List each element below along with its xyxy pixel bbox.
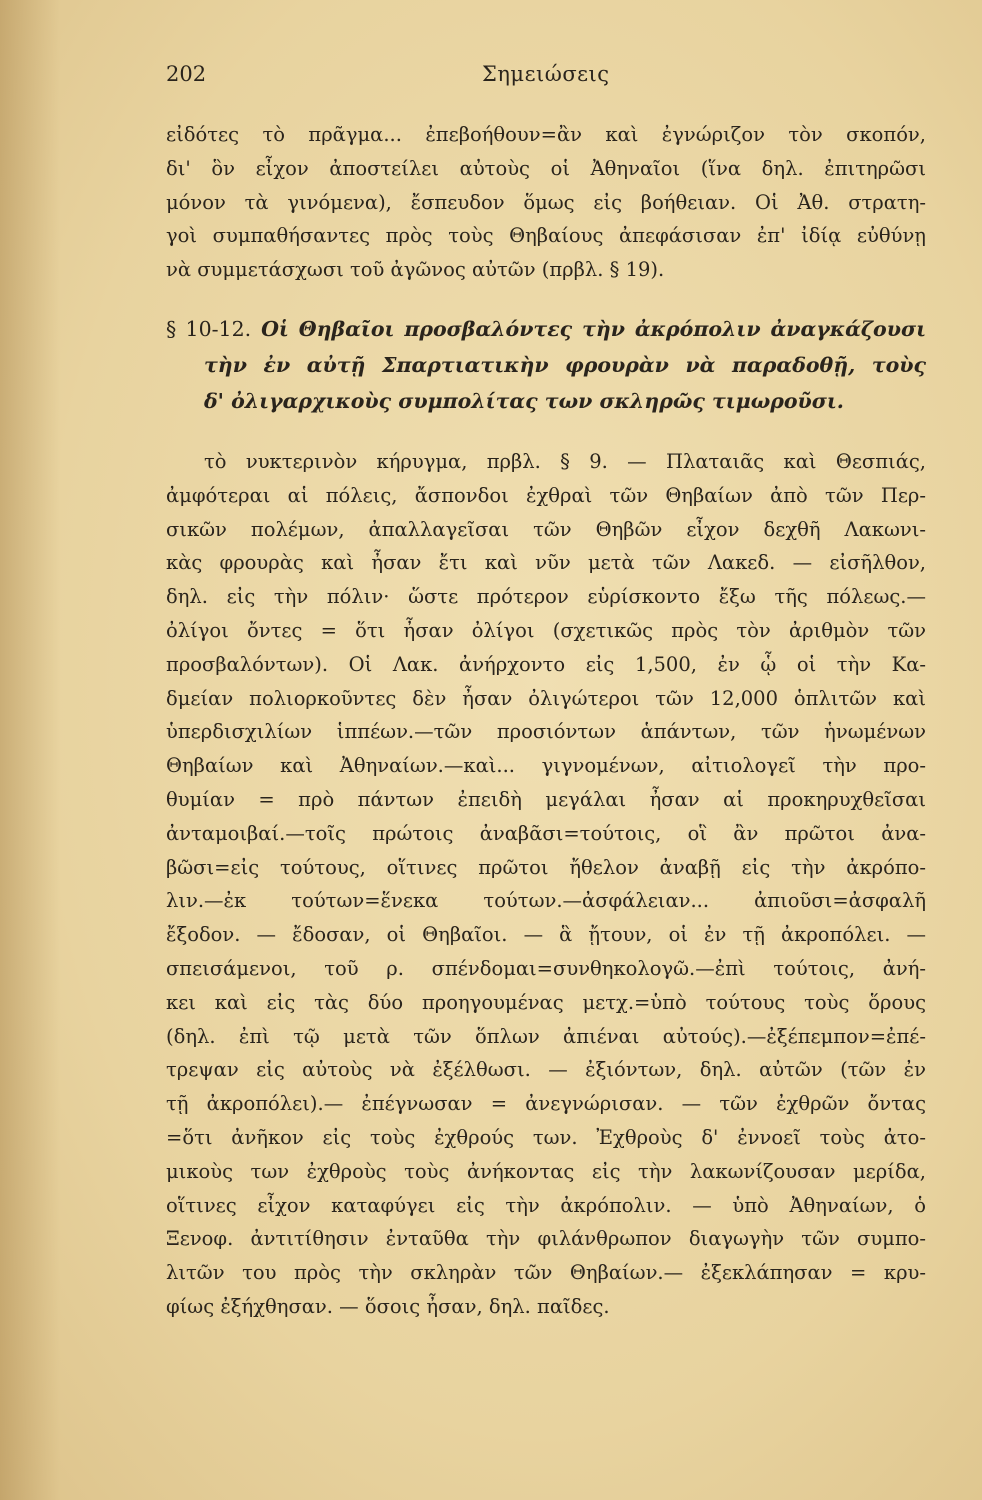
text-line: δι' ὃν εἶχον ἀποστείλει αὐτοὺς οἱ Ἀθηναῖοι (ἵνα δηλ. ἐπιτηρῶσι xyxy=(166,156,926,180)
text-line: μόνον τὰ γινόμενα), ἔσπευδον ὅμως εἰς βοήθειαν. Οἱ Ἀθ. στρατη- xyxy=(166,190,926,214)
page-header xyxy=(166,62,926,92)
text-line: ἀνταμοιβαί.—τοῖς πρώτοις ἀναβᾶσι=τούτοις, οἳ ἂν πρῶτοι ἀνα- xyxy=(166,821,926,845)
text-line: ὀλίγοι ὄντες = ὅτι ἦσαν ὀλίγοι (σχετικῶς πρὸς τὸν ἀριθμὸν τῶν xyxy=(166,618,926,642)
running-title: Σημειώσεις xyxy=(482,62,610,86)
section-mark: § 10-12. xyxy=(166,316,252,341)
page-edge-shadow xyxy=(0,0,60,1500)
text-line: προσβαλόντων). Οἱ Λακ. ἀνήρχοντο εἰς 1,500, ἐν ᾧ οἱ τὴν Κα- xyxy=(166,652,926,676)
text-line: κὰς φρουρὰς καὶ ἦσαν ἔτι καὶ νῦν μετὰ τῶν Λακεδ. — εἰσῆλθον, xyxy=(166,551,926,575)
text-line: κει καὶ εἰς τὰς δύο προηγουμένας μετχ.=ὑπὸ τούτους τοὺς ὅρους xyxy=(166,990,926,1014)
paragraph-2 xyxy=(166,445,926,1324)
text-line: σπεισάμενοι, τοῦ ρ. σπένδομαι=συνθηκολογῶ.—ἐπὶ τούτοις, ἀνή- xyxy=(166,956,926,980)
text-line: φίως ἐξήχθησαν. — ὅσοις ἦσαν, δηλ. παῖδες. xyxy=(166,1294,610,1318)
text-line: τὸ νυκτερινὸν κήρυγμα, πρβλ. § 9. — Πλαταιᾶς καὶ Θεσπιάς, xyxy=(204,449,926,473)
text-line: γοὶ συμπαθήσαντες πρὸς τοὺς Θηβαίους ἀπεφάσισαν ἐπ' ἰδίᾳ εὐθύνῃ xyxy=(166,224,926,248)
text-line: ἔξοδον. — ἔδοσαν, οἱ Θηβαῖοι. — ἃ ᾔτουν, οἱ ἐν τῇ ἀκροπόλει. — xyxy=(166,923,926,947)
section-heading xyxy=(166,311,926,419)
section-heading-line-3: δ' ὀλιγαρχικοὺς συμπολίτας των σκληρῶς τιμωροῦσι. xyxy=(204,388,844,413)
text-line: Θηβαίων καὶ Ἀθηναίων.—καὶ... γιγνομένων, αἰτιολογεῖ τὴν προ- xyxy=(166,754,926,778)
text-line: ἀμφότεραι αἱ πόλεις, ἄσπονδοι ἐχθραὶ τῶν Θηβαίων ἀπὸ τῶν Περ- xyxy=(166,483,926,507)
text-line: ὑπερδισχιλίων ἱππέων.—τῶν προσιόντων ἁπάντων, τῶν ἡνωμένων xyxy=(166,720,926,744)
text-line: τῇ ἀκροπόλει).— ἐπέγνωσαν = ἀνεγνώρισαν. — τῶν ἐχθρῶν ὄντας xyxy=(166,1092,926,1116)
text-line: βῶσι=εἰς τούτους, οἵτινες πρῶτοι ἤθελον ἀναβῇ εἰς τὴν ἀκρόπο- xyxy=(166,855,926,879)
text-line: εἰδότες τὸ πρᾶγμα... ἐπεβοήθουν=ἂν καὶ ἐγνώριζον τὸν σκοπόν, xyxy=(166,123,926,146)
section-heading-line-2: τὴν ἐν αὐτῇ Σπαρτιατικὴν φρουρὰν νὰ παραδοθῇ, τοὺς xyxy=(204,352,926,377)
text-line: θυμίαν = πρὸ πάντων ἐπειδὴ μεγάλαι ἦσαν αἱ προκηρυχθεῖσαι xyxy=(166,787,926,811)
text-line: Ξενοφ. ἀντιτίθησιν ἐνταῦθα τὴν φιλάνθρωπον διαγωγὴν τῶν συμπο- xyxy=(166,1227,926,1251)
section-heading-line-1 xyxy=(166,311,926,347)
text-line: σικῶν πολέμων, ἀπαλλαγεῖσαι τῶν Θηβῶν εἶχον δεχθῆ Λακωνι- xyxy=(166,517,926,541)
text-line: μικοὺς των ἐχθροὺς τοὺς ἀνήκοντας εἰς τὴν λακωνίζουσαν μερίδα, xyxy=(166,1159,926,1183)
text-line: =ὅτι ἀνῆκον εἰς τοὺς ἐχθρούς των. Ἐχθροὺς δ' ἐννοεῖ τοὺς ἀτο- xyxy=(166,1125,926,1149)
text-line: λιν.—ἐκ τούτων=ἕνεκα τούτων.—ἀσφάλειαν... ἀπιοῦσι=ἀσφαλῆ xyxy=(166,889,926,913)
section-heading-text: Οἱ Θηβαῖοι προσβαλόντες τὴν ἀκρόπολιν ἀναγκάζουσι xyxy=(261,316,926,341)
text-line: λιτῶν του πρὸς τὴν σκληρὰν τῶν Θηβαίων.— ἐξεκλάπησαν = κρυ- xyxy=(166,1261,926,1285)
paragraph-1 xyxy=(166,118,926,287)
text-line: νὰ συμμετάσχωσι τοῦ ἀγῶνος αὐτῶν (πρβλ. § 19). xyxy=(166,258,665,282)
text-line: (δηλ. ἐπὶ τῷ μετὰ τῶν ὅπλων ἀπιέναι αὐτούς).—ἐξέπεμπον=ἐπέ- xyxy=(166,1024,926,1048)
page-number: 202 xyxy=(166,62,207,86)
text-line: δηλ. εἰς τὴν πόλιν· ὥστε πρότερον εὑρίσκοντο ἔξω τῆς πόλεως.— xyxy=(166,585,926,609)
body-text xyxy=(166,118,926,1324)
text-line: οἵτινες εἶχον καταφύγει εἰς τὴν ἀκρόπολιν. — ὑπὸ Ἀθηναίων, ὁ xyxy=(166,1193,926,1217)
text-line: τρεψαν εἰς αὐτοὺς νὰ ἐξέλθωσι. — ἐξιόντων, δηλ. αὐτῶν (τῶν ἐν xyxy=(166,1058,926,1082)
text-line: δμείαν πολιορκοῦντες δὲν ἦσαν ὀλιγώτεροι τῶν 12,000 ὁπλιτῶν καὶ xyxy=(166,686,926,710)
